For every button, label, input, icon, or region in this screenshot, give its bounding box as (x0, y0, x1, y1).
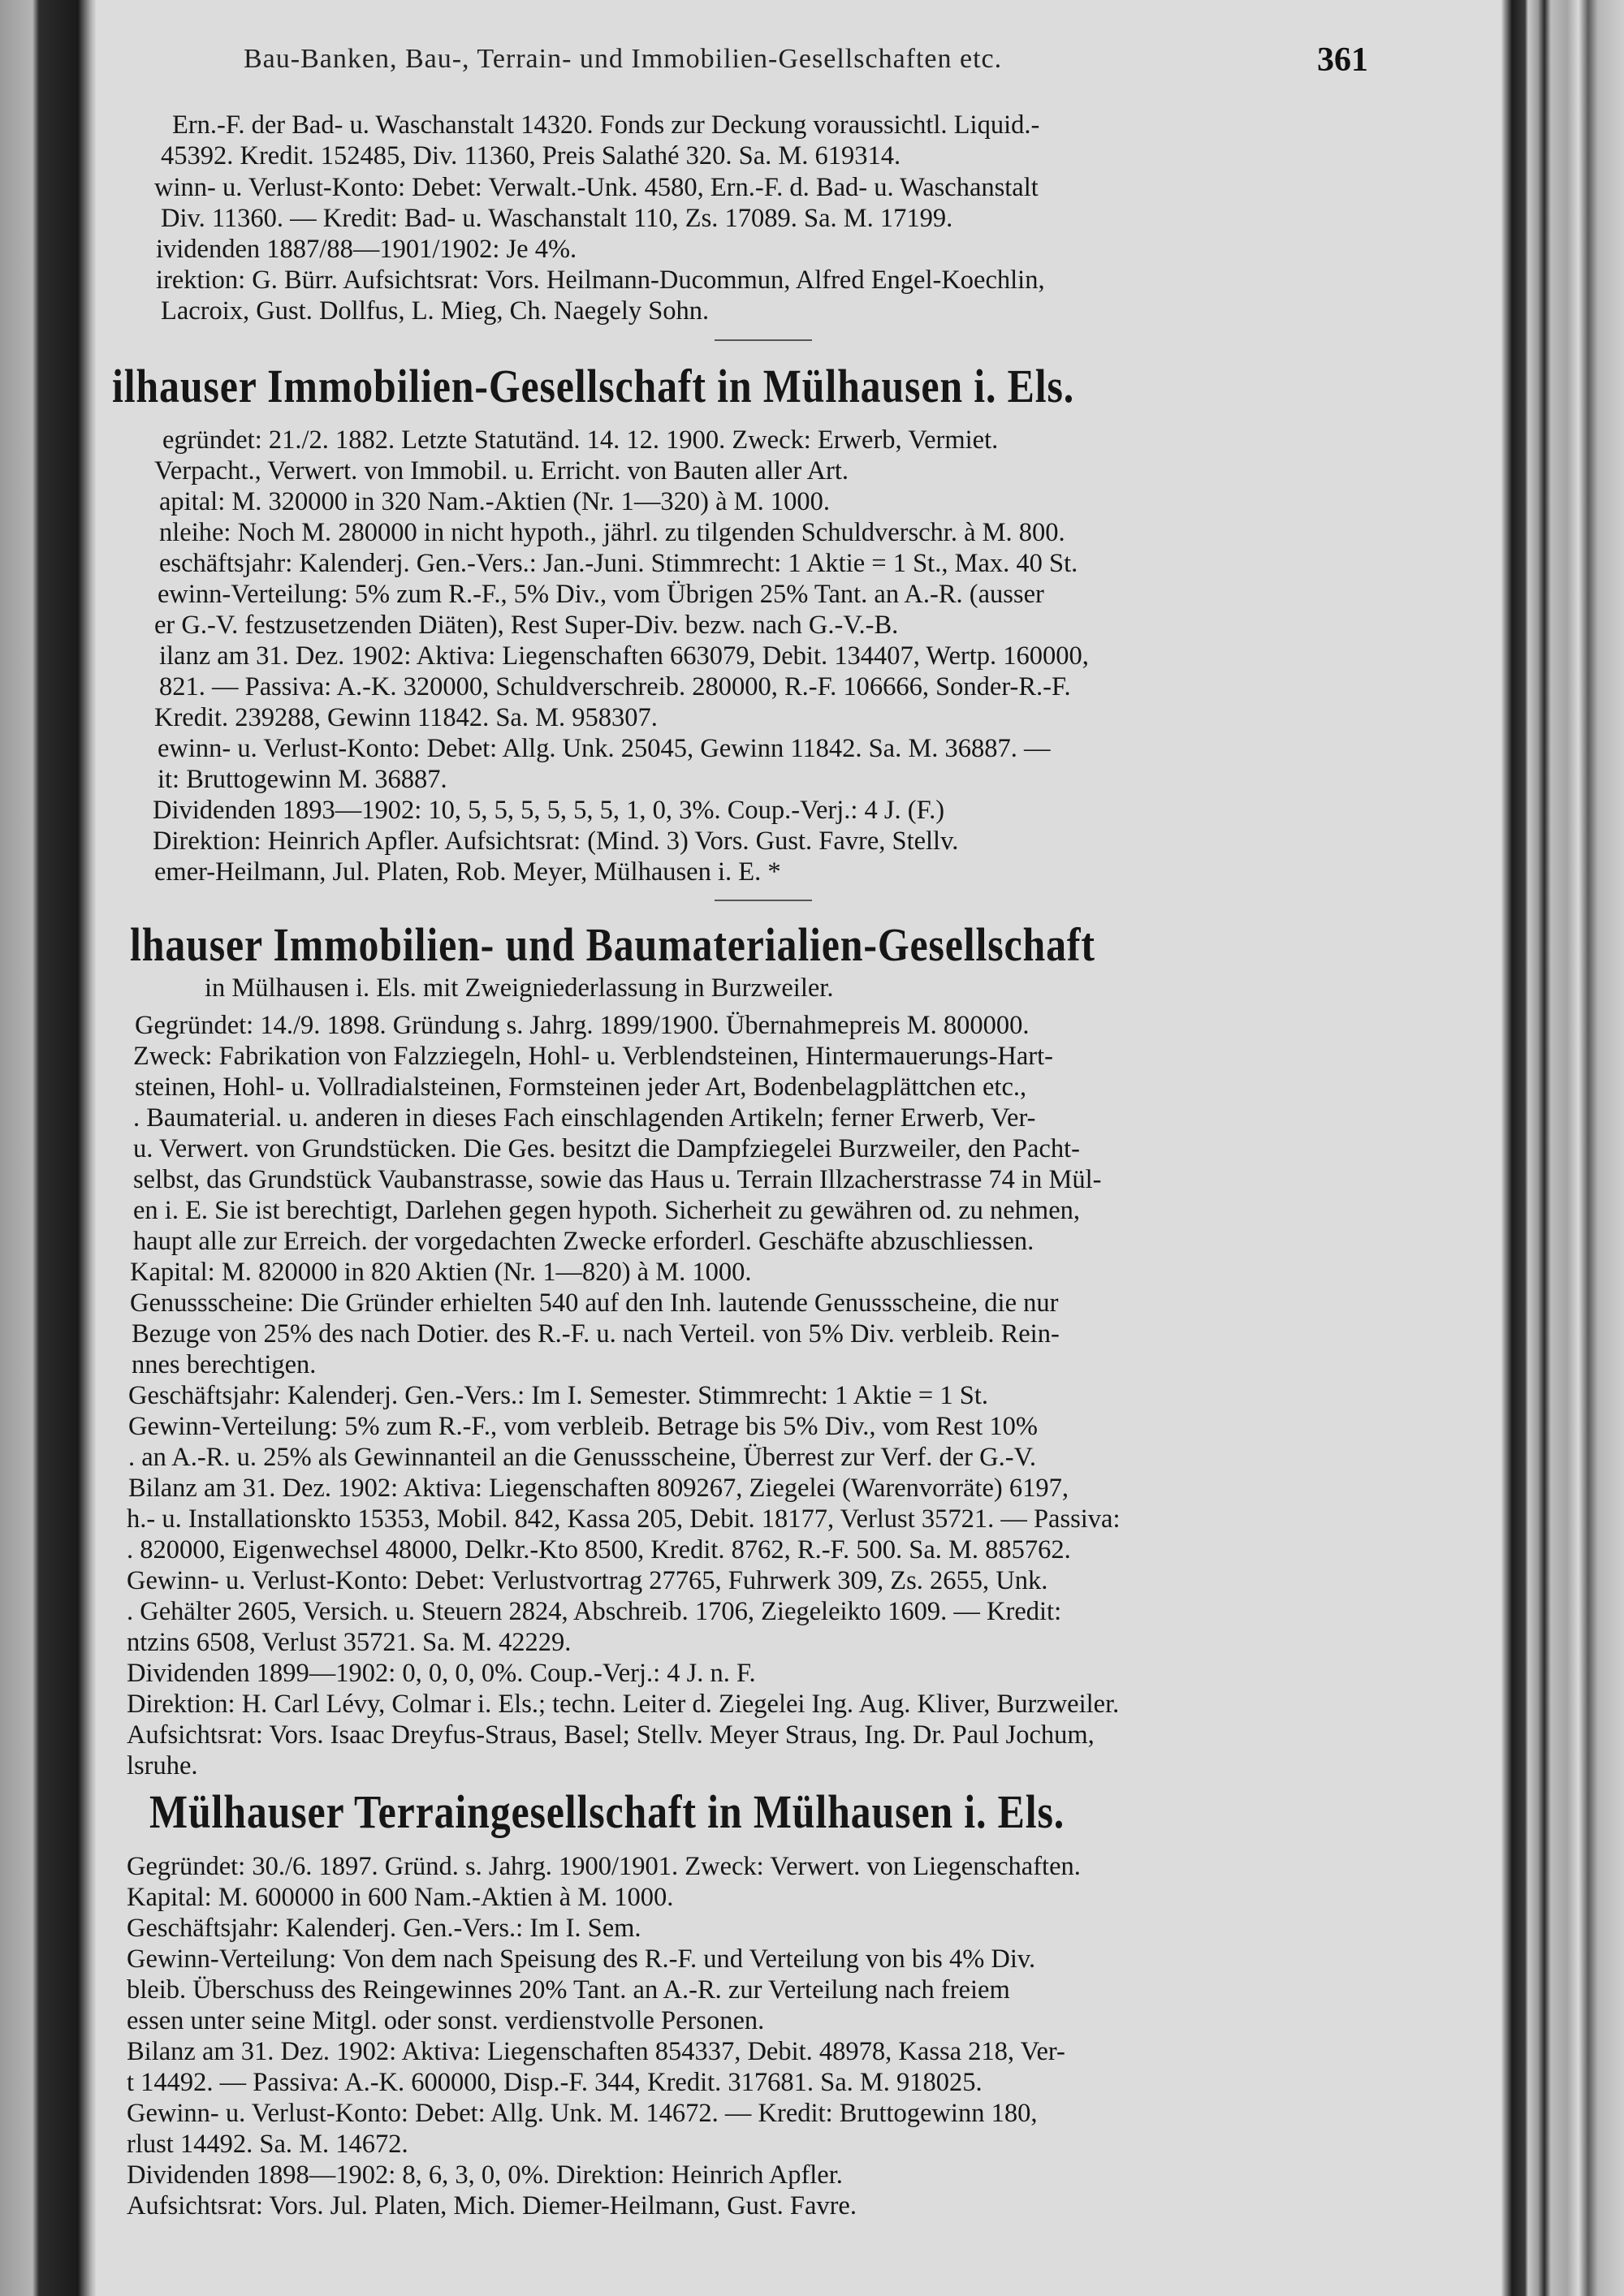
text-line: Bezuge von 25% des nach Dotier. des R.-F. u. nach Verteil. von 5% Div. verbleib. Rein- (132, 1319, 1060, 1349)
separator-rule (715, 339, 812, 341)
separator-rule (715, 900, 812, 901)
text-line: haupt alle zur Erreich. der vorgedachten Zwecke erforderl. Geschäfte abzuschliessen. (133, 1227, 1034, 1256)
text-line: selbst, das Grundstück Vaubanstrasse, sowie das Haus u. Terrain Illzacherstrasse 74 in Mül- (133, 1165, 1102, 1194)
text-line: bleib. Überschuss des Reingewinnes 20% Tant. an A.-R. zur Verteilung nach freiem (127, 1975, 1010, 2005)
company-title: ilhauser Immobilien-Gesellschaft in Mülhausen i. Els. (112, 360, 1075, 412)
text-line: 821. — Passiva: A.-K. 320000, Schuldverschreib. 280000, R.-F. 106666, Sonder-R.-F. (159, 672, 1071, 701)
book-spine (1501, 0, 1624, 2296)
text-line: Gegründet: 14./9. 1898. Gründung s. Jahrg. 1899/1900. Übernahmepreis M. 800000. (135, 1011, 1030, 1040)
text-line: . Gehälter 2605, Versich. u. Steuern 2824, Abschreib. 1706, Ziegeleikto 1609. — Kredit: (127, 1597, 1062, 1626)
text-line: . an A.-R. u. 25% als Gewinnanteil an die Genussscheine, Überrest zur Verf. der G.-V. (128, 1443, 1036, 1472)
text-line: Kapital: M. 820000 in 820 Aktien (Nr. 1—820) à M. 1000. (130, 1258, 752, 1287)
text-line: Ern.-F. der Bad- u. Waschanstalt 14320. Fonds zur Deckung voraussichtl. Liquid.- (172, 110, 1040, 140)
text-line: irektion: G. Bürr. Aufsichtsrat: Vors. Heilmann-Ducommun, Alfred Engel-Koechlin, (156, 265, 1045, 295)
text-line: Aufsichtsrat: Vors. Isaac Dreyfus-Straus, Basel; Stellv. Meyer Straus, Ing. Dr. Paul Jochum, (127, 1720, 1095, 1750)
text-line: rlust 14492. Sa. M. 14672. (127, 2130, 408, 2159)
text-line: Dividenden 1899—1902: 0, 0, 0, 0%. Coup.-Verj.: 4 J. n. F. (127, 1659, 756, 1688)
text-line: Gewinn- u. Verlust-Konto: Debet: Allg. Unk. M. 14672. — Kredit: Bruttogewinn 180, (127, 2099, 1038, 2128)
text-line: egründet: 21./2. 1882. Letzte Statutänd. 14. 12. 1900. Zweck: Erwerb, Vermiet. (162, 425, 999, 455)
running-title: Bau-Banken, Bau-, Terrain- und Immobilien-Gesellschaften etc. (244, 44, 1003, 74)
text-line: apital: M. 320000 in 320 Nam.-Aktien (Nr. 1—320) à M. 1000. (159, 487, 830, 516)
text-line: emer-Heilmann, Jul. Platen, Rob. Meyer, Mülhausen i. E. * (154, 857, 781, 887)
text-line: Gewinn- u. Verlust-Konto: Debet: Verlustvortrag 27765, Fuhrwerk 309, Zs. 2655, Unk. (127, 1566, 1048, 1595)
text-line: essen unter seine Mitgl. oder sonst. verdienstvolle Personen. (127, 2006, 765, 2035)
text-line: Kapital: M. 600000 in 600 Nam.-Aktien à M. 1000. (127, 1883, 674, 1912)
text-line: t 14492. — Passiva: A.-K. 600000, Disp.-F. 344, Kredit. 317681. Sa. M. 918025. (127, 2068, 983, 2097)
text-line: er G.-V. festzusetzenden Diäten), Rest Super-Div. bezw. nach G.-V.-B. (154, 611, 899, 640)
text-line: nleihe: Noch M. 280000 in nicht hypoth., jährl. zu tilgenden Schuldverschr. à M. 800. (159, 518, 1065, 547)
text-line: Lacroix, Gust. Dollfus, L. Mieg, Ch. Naegely Sohn. (161, 296, 710, 326)
text-line: Dividenden 1898—1902: 8, 6, 3, 0, 0%. Direktion: Heinrich Apfler. (127, 2160, 843, 2190)
text-line: winn- u. Verlust-Konto: Debet: Verwalt.-Unk. 4580, Ern.-F. d. Bad- u. Waschanstalt (154, 173, 1039, 202)
text-line: Gewinn-Verteilung: Von dem nach Speisung des R.-F. und Verteilung von bis 4% Div. (127, 1944, 1036, 1974)
text-line: it: Bruttogewinn M. 36887. (158, 765, 447, 794)
text-line: ilanz am 31. Dez. 1902: Aktiva: Liegenschaften 663079, Debit. 134407, Wertp. 160000, (159, 641, 1089, 671)
text-line: Kredit. 239288, Gewinn 11842. Sa. M. 958307. (154, 703, 658, 732)
text-line: Geschäftsjahr: Kalenderj. Gen.-Vers.: Im I. Semester. Stimmrecht: 1 Aktie = 1 St. (128, 1381, 988, 1410)
company-title: Mülhauser Terraingesellschaft in Mülhausen i. Els. (149, 1785, 1065, 1838)
text-line: 45392. Kredit. 152485, Div. 11360, Preis Salathé 320. Sa. M. 619314. (161, 141, 901, 170)
text-line: Aufsichtsrat: Vors. Jul. Platen, Mich. Diemer-Heilmann, Gust. Favre. (127, 2191, 857, 2220)
text-line: Bilanz am 31. Dez. 1902: Aktiva: Liegenschaften 809267, Ziegelei (Warenvorräte) 6197, (128, 1474, 1069, 1503)
text-line: en i. E. Sie ist berechtigt, Darlehen gegen hypoth. Sicherheit zu gewähren od. zu nehmen, (133, 1196, 1081, 1225)
text-line: Direktion: Heinrich Apfler. Aufsichtsrat: (Mind. 3) Vors. Gust. Favre, Stellv. (153, 826, 959, 856)
text-line: Zweck: Fabrikation von Falzziegeln, Hohl- u. Verblendsteinen, Hintermauerungs-Hart- (133, 1042, 1053, 1071)
text-line: steinen, Hohl- u. Vollradialsteinen, Formsteinen jeder Art, Bodenbelagplättchen etc., (135, 1072, 1027, 1102)
text-line: in Mülhausen i. Els. mit Zweigniederlassung in Burzweiler. (205, 973, 834, 1003)
text-line: . Baumaterial. u. anderen in dieses Fach einschlagenden Artikeln; ferner Erwerb, Ver- (133, 1103, 1036, 1133)
text-line: nnes berechtigen. (132, 1350, 317, 1379)
text-line: Dividenden 1893—1902: 10, 5, 5, 5, 5, 5, 5, 1, 0, 3%. Coup.-Verj.: 4 J. (F.) (153, 796, 945, 825)
text-line: ewinn- u. Verlust-Konto: Debet: Allg. Unk. 25045, Gewinn 11842. Sa. M. 36887. — (158, 734, 1051, 763)
text-line: Bilanz am 31. Dez. 1902: Aktiva: Liegenschaften 854337, Debit. 48978, Kassa 218, Ver- (127, 2037, 1065, 2066)
text-line: eschäftsjahr: Kalenderj. Gen.-Vers.: Jan.-Juni. Stimmrecht: 1 Aktie = 1 St., Max. 40 St. (159, 549, 1078, 578)
text-line: . 820000, Eigenwechsel 48000, Delkr.-Kto 8500, Kredit. 8762, R.-F. 500. Sa. M. 885762. (127, 1535, 1071, 1564)
text-line: ividenden 1887/88—1901/1902: Je 4%. (156, 235, 577, 264)
text-line: Gegründet: 30./6. 1897. Gründ. s. Jahrg. 1900/1901. Zweck: Verwert. von Liegenschaften. (127, 1852, 1081, 1881)
text-line: Div. 11360. — Kredit: Bad- u. Waschanstalt 110, Zs. 17089. Sa. M. 17199. (161, 204, 953, 233)
text-line: Direktion: H. Carl Lévy, Colmar i. Els.; techn. Leiter d. Ziegelei Ing. Aug. Kliver, Burzweiler. (127, 1690, 1120, 1719)
text-line: Geschäftsjahr: Kalenderj. Gen.-Vers.: Im I. Sem. (127, 1914, 641, 1943)
text-line: Verpacht., Verwert. von Immobil. u. Erricht. von Bauten aller Art. (154, 456, 849, 486)
page-number: 361 (1317, 41, 1368, 79)
text-line: Genussscheine: Die Gründer erhielten 540 auf den Inh. lautende Genussscheine, die nur (130, 1288, 1059, 1318)
company-title: lhauser Immobilien- und Baumaterialien-Gesellschaft (130, 918, 1095, 971)
text-line: u. Verwert. von Grundstücken. Die Ges. besitzt die Dampfziegelei Burzweiler, den Pacht- (133, 1134, 1080, 1163)
text-line: h.- u. Installationskto 15353, Mobil. 842, Kassa 205, Debit. 18177, Verlust 35721. — Passiva: (127, 1504, 1121, 1534)
text-line: Gewinn-Verteilung: 5% zum R.-F., vom verbleib. Betrage bis 5% Div., vom Rest 10% (128, 1412, 1038, 1441)
text-line: lsruhe. (127, 1751, 198, 1780)
page-left-edge (0, 0, 96, 2296)
text-line: ntzins 6508, Verlust 35721. Sa. M. 42229. (127, 1628, 572, 1657)
text-line: ewinn-Verteilung: 5% zum R.-F., 5% Div., vom Übrigen 25% Tant. an A.-R. (ausser (158, 580, 1044, 609)
